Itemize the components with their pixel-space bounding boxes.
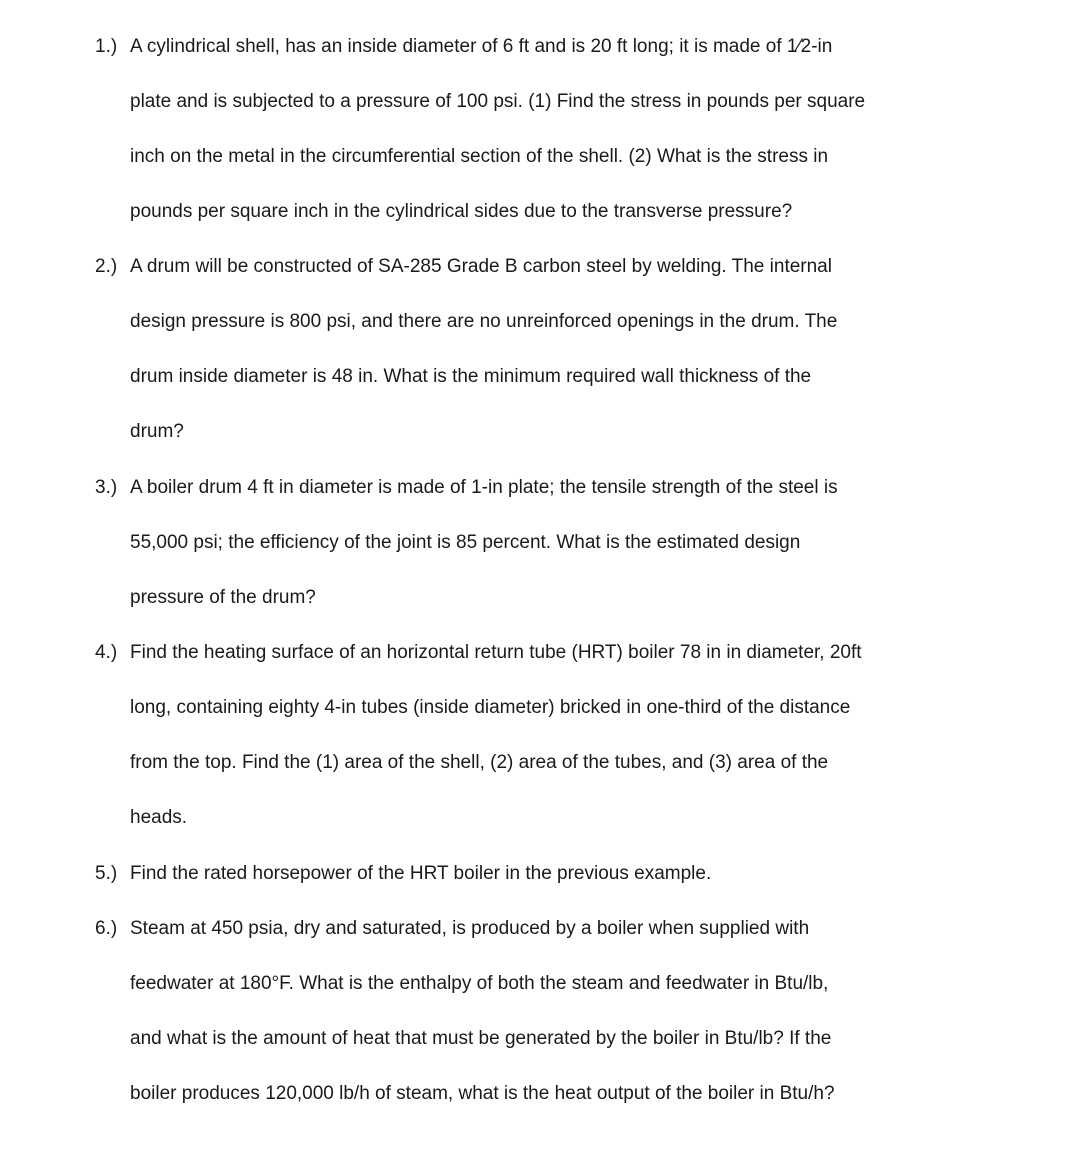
question-line: inch on the metal in the circumferential section of the shell. (2) What is the stress in: [130, 146, 829, 167]
question-number: 5.): [95, 863, 118, 884]
question-line: long, containing eighty 4-in tubes (inside diameter) bricked in one-third of the distance: [130, 697, 851, 718]
question-number: 3.): [95, 477, 118, 498]
question-line: and what is the amount of heat that must be generated by the boiler in Btu/lb? If the: [130, 1028, 832, 1049]
question-line: Find the heating surface of an horizontal return tube (HRT) boiler 78 in in diameter, 20ft: [130, 642, 862, 663]
question-line: pounds per square inch in the cylindrical sides due to the transverse pressure?: [130, 201, 793, 222]
question-line: drum?: [130, 421, 184, 442]
question-line: from the top. Find the (1) area of the shell, (2) area of the tubes, and (3) area of the: [130, 752, 829, 773]
question-number: 1.): [95, 36, 118, 57]
question-line: design pressure is 800 psi, and there are no unreinforced openings in the drum. The: [130, 311, 838, 332]
question-number: 2.): [95, 256, 118, 277]
question-line: drum inside diameter is 48 in. What is the minimum required wall thickness of the: [130, 366, 812, 387]
question-line: pressure of the drum?: [130, 587, 316, 608]
question-line: A cylindrical shell, has an inside diameter of 6 ft and is 20 ft long; it is made of 1⁄2-in: [130, 36, 833, 57]
question-line: 55,000 psi; the efficiency of the joint is 85 percent. What is the estimated design: [130, 532, 801, 553]
question-line: heads.: [130, 807, 188, 828]
question-line: Find the rated horsepower of the HRT boiler in the previous example.: [130, 863, 712, 884]
question-number: 6.): [95, 918, 118, 939]
question-number: 4.): [95, 642, 118, 663]
question-line: feedwater at 180°F. What is the enthalpy of both the steam and feedwater in Btu/lb,: [130, 973, 829, 994]
question-line: A drum will be constructed of SA-285 Grade B carbon steel by welding. The internal: [130, 256, 832, 277]
question-line: Steam at 450 psia, dry and saturated, is produced by a boiler when supplied with: [130, 918, 810, 939]
question-line: A boiler drum 4 ft in diameter is made of 1-in plate; the tensile strength of the steel is: [130, 477, 838, 498]
question-line: boiler produces 120,000 lb/h of steam, what is the heat output of the boiler in Btu/h?: [130, 1083, 835, 1104]
question-line: plate and is subjected to a pressure of 100 psi. (1) Find the stress in pounds per square: [130, 91, 866, 112]
